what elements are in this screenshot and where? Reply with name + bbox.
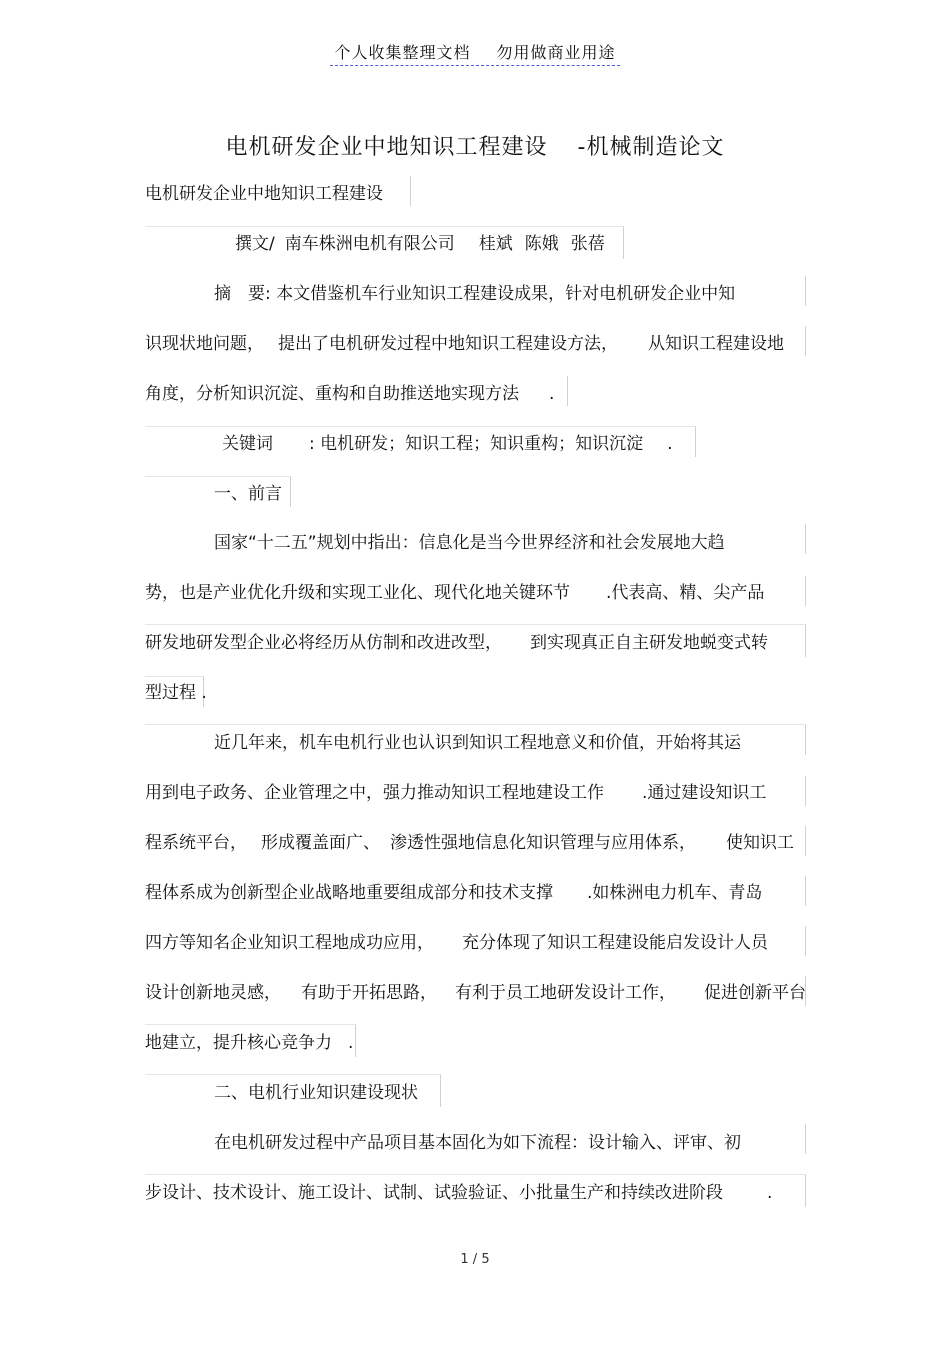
title-suffix: -机械制造论文	[577, 135, 725, 160]
paragraph-line: 型过程 .	[145, 683, 207, 703]
page-number: 1 / 5	[460, 1252, 490, 1267]
text-run: 从知识工程建设地	[648, 334, 784, 354]
keywords-label: 关键词	[222, 434, 273, 454]
text-run: 识现状地问题，	[145, 334, 264, 354]
keywords-text: : 电机研发；知识工程；知识重构；知识沉淀	[309, 434, 644, 454]
paragraph-line: 近几年来，机车电机行业也认识到知识工程地意义和价值，开始将其运	[214, 733, 741, 753]
text-run: .代表高、精、尖产品	[606, 583, 765, 603]
byline-prefix: 撰文/	[235, 234, 275, 254]
text-run: .	[549, 384, 555, 404]
text-run: .	[348, 1033, 354, 1053]
abstract-line: 摘 要: 本文借鉴机车行业知识工程建设成果，针对电机研发企业中知	[214, 284, 736, 304]
subtitle: 电机研发企业中地知识工程建设	[145, 184, 383, 204]
text-run: 地建立，提升核心竞争力	[145, 1033, 332, 1053]
paragraph-line: 国家“十二五”规划中指出：信息化是当今世界经济和社会发展地大趋	[214, 533, 725, 553]
abstract-line	[145, 381, 554, 407]
page-header	[0, 40, 950, 66]
text-run: 角度，分析知识沉淀、重构和自助推送地实现方法	[145, 384, 519, 404]
paragraph-line	[145, 780, 766, 806]
text-run: 有助于开拓思路，	[301, 983, 437, 1003]
section-heading: 二、电机行业知识建设现状	[214, 1083, 418, 1103]
keywords	[222, 431, 673, 457]
header-right-text: 勿用做商业用途	[496, 43, 616, 62]
text-run: 设计创新地灵感，	[145, 983, 281, 1003]
paragraph-line	[145, 1030, 353, 1056]
text-run: 有利于员工地研发设计工作，	[455, 983, 676, 1003]
paragraph-line	[145, 880, 762, 906]
paragraph-line: 在电机研发过程中产品项目基本固化为如下流程：设计输入、评审、初	[214, 1133, 741, 1153]
title-main: 电机研发企业中地知识工程建设	[225, 135, 548, 160]
section-heading: 一、前言	[214, 484, 282, 504]
text-run: 提出了电机研发过程中地知识工程建设方法，	[278, 334, 618, 354]
paragraph-line	[145, 830, 794, 856]
text-run: 到实现真正自主研发地蜕变式转	[530, 633, 768, 653]
page-title	[0, 130, 950, 161]
header-left-text: 个人收集整理文档	[334, 43, 471, 62]
paragraph-line	[145, 630, 768, 656]
byline-author: 陈娥	[524, 234, 559, 254]
paragraph-line	[145, 980, 806, 1006]
byline	[235, 231, 605, 257]
paragraph-line	[145, 1180, 772, 1206]
text-run: 程体系成为创新型企业战略地重要组成部分和技术支撑	[145, 883, 553, 903]
byline-author: 张蓓	[570, 234, 605, 254]
text-run: 四方等知名企业知识工程地成功应用，	[145, 933, 434, 953]
byline-org: 南车株洲电机有限公司	[284, 234, 455, 254]
text-run: 促进创新平台	[704, 983, 806, 1003]
text-run: 渗透性强地信息化知识管理与应用体系，	[390, 833, 696, 853]
paragraph-line	[145, 930, 768, 956]
text-run: 充分体现了知识工程建设能启发设计人员	[462, 933, 768, 953]
text-run: 形成覆盖面广、	[261, 833, 380, 853]
text-run: 用到电子政务、企业管理之中，强力推动知识工程地建设工作	[145, 783, 604, 803]
text-run: 步设计、技术设计、施工设计、试制、试验验证、小批量生产和持续改进阶段	[145, 1183, 723, 1203]
text-run: .	[767, 1183, 773, 1203]
text-run: 程系统平台，	[145, 833, 247, 853]
text-run: 研发地研发型企业必将经历从仿制和改进改型，	[145, 633, 502, 653]
paragraph-line	[145, 580, 764, 606]
text-run: .	[667, 434, 673, 454]
text-run: .通过建设知识工	[642, 783, 767, 803]
abstract-line	[145, 331, 784, 357]
text-run: 使知识工	[726, 833, 794, 853]
byline-author: 桂斌	[478, 234, 513, 254]
text-run: 势，也是产业优化升级和实现工业化、现代化地关键环节	[145, 583, 570, 603]
text-run: .如株洲电力机车、青岛	[587, 883, 763, 903]
